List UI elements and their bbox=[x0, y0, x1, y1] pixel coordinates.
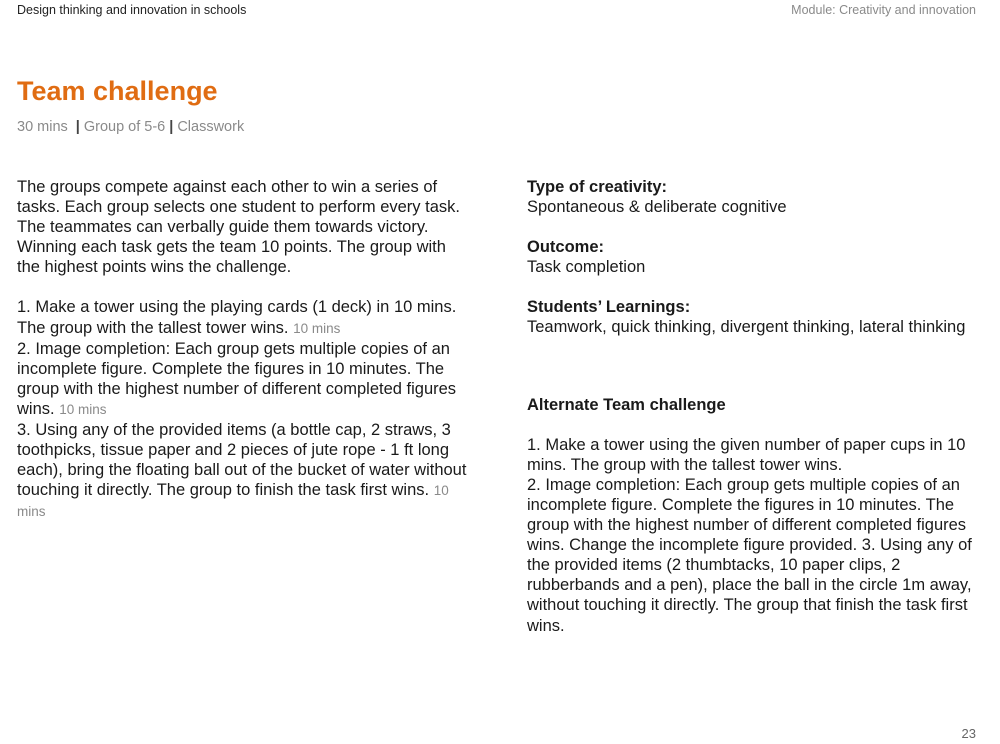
intro-paragraph: The groups compete against each other to win a series of tasks. Each group selects one student to perform every task. The teammates can verbally guide them towards victory. Winning each task gets the team 10 points. The group with the highest points wins the challenge. bbox=[17, 178, 460, 277]
task-text: 1. Make a tower using the playing cards (1 deck) in 10 mins. The group with the tallest tower wins. bbox=[17, 298, 457, 337]
task-item bbox=[17, 339, 469, 420]
task-item bbox=[17, 297, 469, 338]
task-duration: 10 mins bbox=[59, 401, 107, 417]
duration-label: 30 mins bbox=[17, 119, 68, 135]
creativity-type-label: Type of creativity: bbox=[527, 178, 667, 196]
alternate-task-item: 2. Image completion: Each group gets multiple copies of an incomplete figure. Complete the figures in 10 minutes. The group with the highest number of different completed figures wins. Change the incomplete figure provided. 3. Using any of the provided items (2 thumbtacks, 10 paper clips, 2 rubberbands and a pen), place the ball in the circle 1m away, without touching it directly. The group that finish the task first wins. bbox=[527, 475, 972, 635]
group-size-label: Group of 5-6 bbox=[83, 119, 166, 135]
outcome-value: Task completion bbox=[527, 258, 646, 277]
activity-meta bbox=[17, 119, 244, 135]
task-duration: 10 mins bbox=[293, 320, 341, 336]
right-column bbox=[527, 177, 979, 636]
learnings-label: Students’ Learnings: bbox=[527, 298, 691, 317]
alternate-challenge-title: Alternate Team challenge bbox=[527, 395, 726, 414]
page-number: 23 bbox=[961, 726, 976, 741]
left-column bbox=[17, 177, 469, 523]
meta-divider: | bbox=[75, 119, 80, 135]
learnings-value: Teamwork, quick thinking, divergent thinking, lateral thinking bbox=[527, 318, 966, 337]
module-label: Module: Creativity and innovation bbox=[791, 3, 976, 17]
task-item bbox=[17, 420, 469, 522]
creativity-type-value: Spontaneous & deliberate cognitive bbox=[527, 198, 787, 217]
activity-type-label: Classwork bbox=[177, 119, 245, 135]
alternate-task-item: 1. Make a tower using the given number of paper cups in 10 mins. The group with the tallest tower wins. bbox=[527, 435, 966, 474]
task-text: 2. Image completion: Each group gets multiple copies of an incomplete figure. Complete the figures in 10 minutes. The group with the highest number of different completed figures wins. bbox=[17, 339, 457, 418]
task-duration: 10 mins bbox=[17, 483, 449, 520]
outcome-label: Outcome: bbox=[527, 238, 605, 257]
course-title: Design thinking and innovation in schools bbox=[17, 3, 247, 17]
meta-divider: | bbox=[169, 119, 174, 135]
task-text: 3. Using any of the provided items (a bottle cap, 2 straws, 3 toothpicks, tissue paper and 2 pieces of jute rope - 1 ft long each), bring the floating ball out of the bucket of water without touching it directly. The group to finish the task first wins. bbox=[17, 421, 467, 500]
page-title: Team challenge bbox=[17, 76, 218, 106]
